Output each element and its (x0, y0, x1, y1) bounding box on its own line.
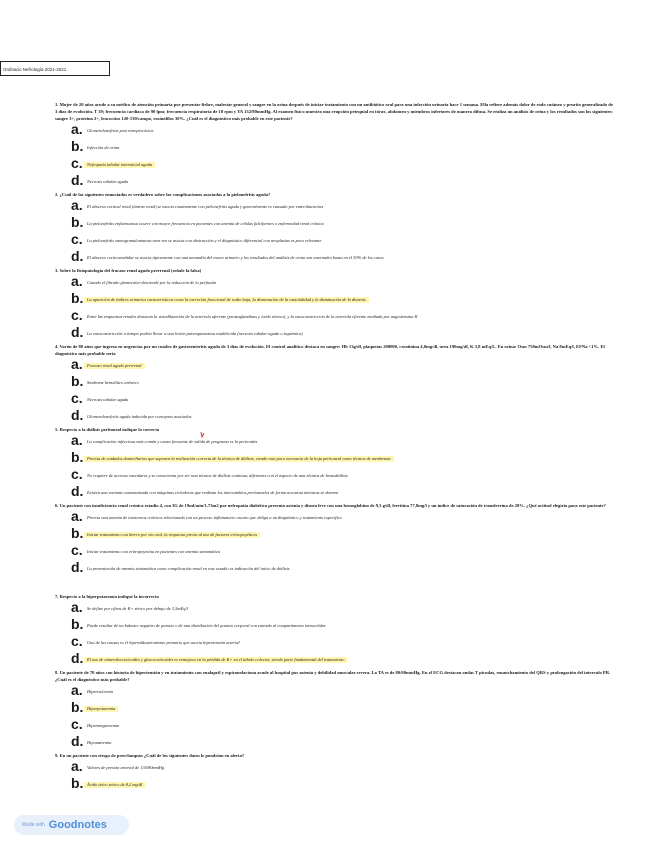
answer-option[interactable] (55, 717, 615, 734)
answer-option[interactable] (55, 683, 615, 700)
highlighted-option-text: Fracaso renal agudo prerrenal (84, 363, 145, 369)
answer-option[interactable] (55, 122, 615, 139)
option-text: La presentación de anemia sintomática como complicación renal en este estadio es indicación del inicio de diálisis (87, 566, 290, 571)
option-text: Una de las causas es el hiperaldosteronismo primario que asocia hipertensión arterial (87, 640, 240, 645)
option-text: La vasoconstricción a tiempo podría llevar a una lesión parenquimatosa establecida (necrosis tubular aguda o isquémica) (87, 331, 303, 336)
option-letter: a. (71, 273, 83, 289)
answer-option[interactable] (55, 173, 615, 190)
answer-option[interactable] (55, 274, 615, 291)
question-text: 4. Varón de 80 años que ingresa en urgencias por un cuadro de gastroenteritis aguda de 3 días de evolución. El control analítico destaca en sangre: Hb 13g/dl, plaquetas 200000, creatinina 4,0mg/dl, urea 190mg/dl, K 3,8 mEq/L. En orina: Osm 750mOsm/l, Na 8mEq/l, EFNa <1%. El diagnóstico más probable sería (55, 344, 605, 356)
question-block (55, 191, 615, 266)
option-letter: c. (71, 307, 83, 323)
answer-option[interactable] (55, 357, 615, 374)
option-text: Síndrome hemolítico urémico (87, 380, 139, 385)
question-text: 8. Un paciente de 70 años con historia de hipertensión y en tratamiento con enalapril y espironolactona acude al hospital por astenia y debilidad muscular severa. La TA es de 80/60mmHg. En el ECG destacan ondas T picudas, ensanchamiento del QRS y prolongación del intervalo PR. ¿Cuál es el diagnóstico más probable? (55, 670, 611, 682)
option-text: Puede resultar de un balance negativo de potasio o de una distribución del potasio corporal con entrada al compartimento intracelular (87, 623, 326, 628)
option-letter: c. (71, 390, 83, 406)
answer-option[interactable] (55, 325, 615, 342)
option-letter: b. (71, 373, 84, 389)
answer-option[interactable] (55, 308, 615, 325)
option-letter: d. (71, 407, 84, 423)
option-letter: a. (71, 682, 83, 698)
question-block (55, 593, 615, 668)
option-text: Infección de orina (87, 145, 120, 150)
option-letter: b. (71, 525, 84, 541)
question-text: 3. Sobre la fisiopatología del fracaso renal agudo prerrenal (señale la falsa) (55, 268, 202, 273)
answer-option[interactable] (55, 600, 615, 617)
answer-option[interactable] (55, 467, 615, 484)
answer-option[interactable] (55, 433, 615, 450)
answer-option[interactable] (55, 249, 615, 266)
option-text: La pielonefritis enfisematosa ocurre con mayor frecuencia en pacientes con anemia de células falciformes o enfermedad renal crónica (87, 221, 324, 226)
question-text: 5. Respecto a la diálisis peritoneal indique la correcta (55, 427, 160, 432)
option-text: Glomerulonefritis aguda inducida por conceptos asociados (87, 414, 192, 419)
option-text: Necrosis tubular aguda (87, 397, 129, 402)
option-letter: a. (71, 508, 83, 524)
question-block (55, 343, 615, 425)
answer-option[interactable] (55, 291, 615, 308)
answer-option[interactable] (55, 543, 615, 560)
option-letter: b. (71, 775, 84, 791)
option-text: Cuando el filtrado glomerular desciende por la reducción de la perfusión (87, 280, 217, 285)
answer-option[interactable] (55, 776, 615, 793)
option-text: Valores de presión arterial de 130/80mmHg (87, 765, 165, 770)
option-letter: a. (71, 121, 83, 137)
questions-list (55, 100, 615, 793)
option-letter: b. (71, 138, 84, 154)
answer-option[interactable] (55, 374, 615, 391)
answer-option[interactable] (55, 215, 615, 232)
option-text: Entre las respuestas renales destacan la vasodilatación de la arteriola aferente (prostaglandinas y óxido nítrico), y la vasoconstricción de la arteriola eferente mediada por angiotensina II (87, 314, 418, 319)
question-block (55, 267, 615, 342)
highlighted-option-text: Ácido úrico sérico de 8,2 mg/dl (84, 782, 145, 788)
answer-option[interactable] (55, 651, 615, 668)
option-text: El absceso cortical renal (ántrax renal) se asocia comúnmente con pielonefritis aguda y generalmente es causado por enterobacterias (87, 204, 324, 209)
question-text: 2. ¿Cuál de las siguientes enunciados es verdadero sobre las complicaciones asociadas a la pielonefritis aguda? (55, 192, 271, 197)
option-letter: c. (71, 633, 83, 649)
option-letter: a. (71, 356, 83, 372)
option-text: Hipermagnesemia (87, 723, 120, 728)
highlighted-option-text: Hiperpotasemia (84, 706, 118, 712)
question-block (55, 669, 615, 751)
option-letter: d. (71, 172, 84, 188)
answer-option[interactable] (55, 484, 615, 501)
option-letter: d. (71, 733, 84, 749)
answer-option[interactable] (55, 450, 615, 467)
option-text: Hiponatremia (87, 740, 112, 745)
option-letter: b. (71, 616, 84, 632)
answer-option[interactable] (55, 198, 615, 215)
option-text: Necrosis tubular aguda (87, 179, 129, 184)
option-letter: d. (71, 559, 84, 575)
question-block (55, 752, 615, 793)
option-text: Existen una variante automatizada con máquinas cicladoras que realizan los intercambios peritoneales de forma nocturna mientras se duerme (87, 490, 339, 495)
exam-title: Ordinario Nefrología 2021-2021 (0, 61, 110, 76)
option-text: No requiere de accesos vasculares y se caracteriza por ser una técnica de diálisis continua, diferentes con el aspecto de una técnica de hemodiálisis (87, 473, 348, 478)
option-text: La pielonefritis xantogranulomatosa rara vez se asocia con obstrucción y el diagnóstico diferencial con neoplasias es poco relevante (87, 238, 322, 243)
option-letter: d. (71, 324, 84, 340)
highlighted-option-text: La aparición de índices urinarios característicos como la excreción fraccional de sodio baja, la disminución de la osmolalidad y la disminución de la diuresis (84, 297, 369, 303)
answer-option[interactable] (55, 634, 615, 651)
answer-option[interactable] (55, 617, 615, 634)
answer-option[interactable] (55, 700, 615, 717)
answer-option[interactable] (55, 734, 615, 751)
option-letter: c. (71, 155, 83, 171)
option-text: La complicación infecciosa más común y causa frecuente de salida de programa es la peritonitis (87, 439, 258, 444)
option-text: Iniciar tratamiento con eritropoyetina en pacientes con anemia sintomática (87, 549, 220, 554)
option-letter: c. (71, 231, 83, 247)
answer-option[interactable] (55, 526, 615, 543)
answer-option[interactable] (55, 232, 615, 249)
answer-option[interactable] (55, 408, 615, 425)
option-letter: c. (71, 542, 83, 558)
question-block (55, 502, 615, 577)
option-letter: a. (71, 432, 83, 448)
option-letter: d. (71, 248, 84, 264)
answer-option[interactable] (55, 759, 615, 776)
option-text: El absceso corticomedular se asocia típicamente con una anomalía del tracto urinario y los resultados del análisis de orina son anormales hasta en el 30% de los casos (87, 255, 384, 260)
option-letter: a. (71, 599, 83, 615)
answer-option[interactable] (55, 139, 615, 156)
option-letter: b. (71, 214, 84, 230)
answer-option[interactable] (55, 509, 615, 526)
question-text: 6. Un paciente con insuficiencia renal crónica estadio 4, con IG de 19ml/min/1.73m2 por nefropatía diabética presenta astenia y disnea leve con una hemoglobina de 9,3 g/dl, ferritina 77,8mg/l y un índice de saturación de transferrina de 20%. ¿Qué actitud elegiría para este paciente? (55, 503, 606, 508)
option-letter: b. (71, 699, 84, 715)
highlighted-option-text: El uso de mineralocorticoides y glucocorticoides es ventajoso en la pérdida de K+ en el túbulo colector, siendo parte fundamental del tratamiento (84, 657, 347, 663)
question-block (55, 101, 615, 190)
option-letter: c. (71, 466, 83, 482)
watermark-made-with: Made with (22, 822, 45, 828)
option-letter: d. (71, 650, 84, 666)
option-text: Hipercalcemia (87, 689, 113, 694)
answer-option[interactable] (55, 560, 615, 577)
answer-option[interactable] (55, 156, 615, 173)
goodnotes-watermark (14, 815, 129, 835)
option-letter: d. (71, 483, 84, 499)
answer-option[interactable] (55, 391, 615, 408)
question-block (55, 426, 615, 501)
red-pen-mark (200, 431, 205, 438)
highlighted-option-text: Iniciar tratamiento con hierro por vía oral, la respuesta previa al uso de factores eritropoyéticos (84, 532, 260, 538)
option-letter: c. (71, 716, 83, 732)
option-text: Se define por cifras de K+ sérico por debajo de 3,5mEq/l (87, 606, 188, 611)
option-text: Precisa una anemia de trastornos crónicos relacionada con un proceso inflamatorio oscuro que obliga a un diagnóstico y tratamiento específico (87, 515, 342, 520)
question-text: 9. En un paciente con riesgo de preeclampsia ¿Cuál de los siguientes datos le pondrían en alerta? (55, 753, 245, 758)
watermark-brand: Goodnotes (48, 819, 107, 831)
highlighted-option-text: Nefropatía tubular intersticial aguda (84, 162, 155, 168)
option-letter: b. (71, 449, 84, 465)
question-text: 7. Respecto a la hiperpotasemia indique la incorrecta (55, 594, 159, 599)
option-letter: a. (71, 758, 83, 774)
option-text: Glomerulonefritis post estreptocócica (87, 128, 154, 133)
highlighted-option-text: Precisa de cuidados domiciliarios que suponen la realización correcta de la técnica de diálisis, siendo esta poco necesaria de la hoja peritoneal como técnica de membrana (84, 456, 394, 462)
question-text: 1. Mujer de 20 años acude a su médico de atención primaria por presentar fiebre, malestar general y sangre en la orina después de iniciar tratamiento con un antibiótico oral para una infección urinaria hace 1 semana. Ella refiere además dolor de rodo cutáneo y prurito generalizado de 3 días de evolución. T 39; frecuencia cardiaca de 90 lpm; frecuencia respiratoria de 18 rpm y TA 132/80mmHg. Al examen físico muestra una erupción petequial en tórax, abdomen y miembros inferiores de manera difusa. Se realiza un análisis de orina y los resultados son los siguientes: sangre 3+, proteína 2+, leucocitos 120-130/campo, eosinófilos 30%. ¿Cuál es el diagnóstico más probable en este paciente? (55, 102, 613, 121)
option-letter: a. (71, 197, 83, 213)
option-letter: b. (71, 290, 84, 306)
